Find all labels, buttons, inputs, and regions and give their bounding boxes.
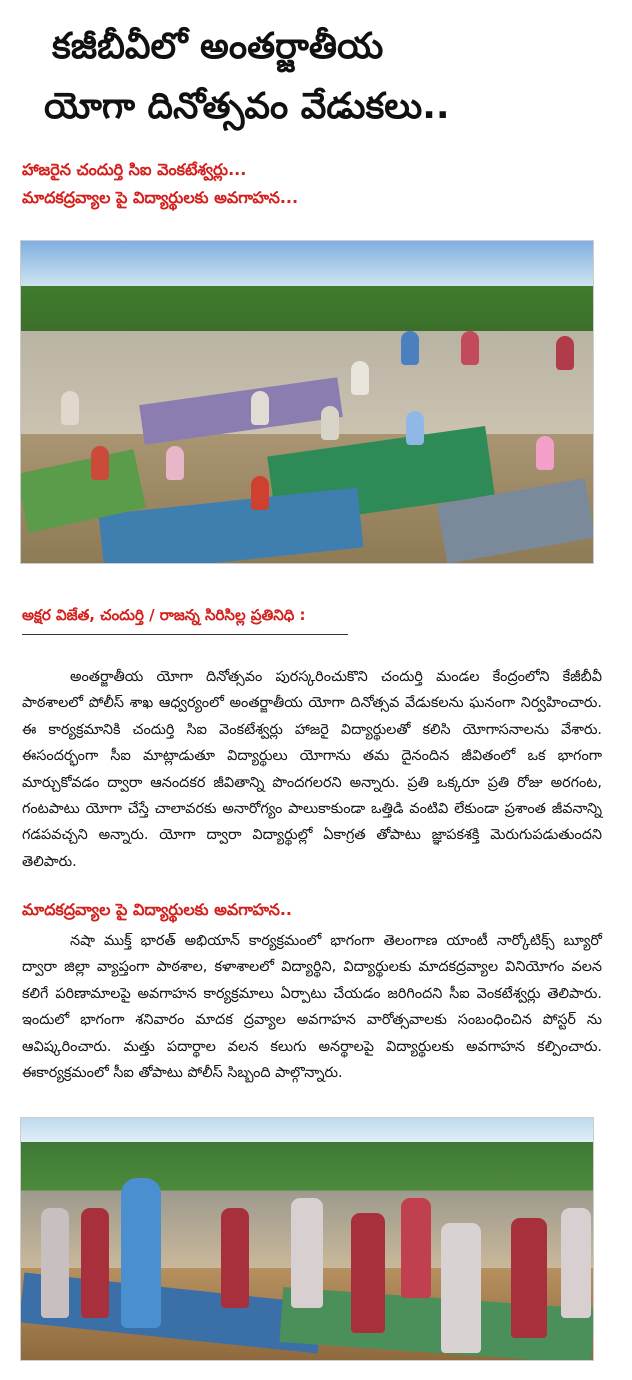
headline-line-2: యోగా దినోత్సవం వేడుకలు..	[44, 86, 450, 127]
subheading-ci-attended: హాజరైన చందుర్తి సిఐ వెంకటేశ్వర్లు...	[22, 160, 247, 179]
byline: అక్షర విజేత, చందుర్తి / రాజన్న సిరిసిల్ల ప్రతినిధి :	[22, 606, 306, 624]
yoga-photo-1	[20, 240, 594, 564]
subheading-drug-awareness: మాదకద్రవ్యాల పై విద్యార్థులకు అవగాహన...	[22, 188, 299, 207]
yoga-photo-2	[20, 1117, 594, 1361]
headline-line-1: కజీబీవీలో అంతర్జాతీయ	[52, 26, 384, 67]
article-paragraph-2: నషా ముక్త్ భారత్ అభియాన్ కార్యక్రమంలో భాగంగా తెలంగాణ యాంటీ నార్కోటిక్స్ బ్యూరో ద్వారా జిల్లా వ్యాప్తంగా పాఠశాల, కళాశాలలో విద్యార్థిని, విద్యార్థులకు మాదకద్రవ్యాల వినియోగం వలన కలిగే పరిణామాలపై అవగాహన కార్యక్రమాలు ఏర్పాటు చేయడం జరిగిందని సీఐ వెంకటేశ్వర్లు తెలిపారు. ఇందులో భాగంగా శనివారం మాదక ద్రవ్యాల అవగాహన వారోత్సవాలకు సంబంధించిన పోస్టర్ ను ఆవిష్కరించారు. మత్తు పదార్థాల వలన కలుగు అనర్థాలపై విద్యార్థులకు అవగాహన కల్పించారు. ఈకార్యక్రమంలో సీఐ తోపాటు పోలీస్ సిబ్బంది పాల్గొన్నారు.	[22, 933, 602, 1082]
byline-underline	[22, 634, 348, 635]
article-paragraph-1: అంతర్జాతీయ యోగా దినోత్సవం పురస్కరించుకొని చందుర్తి మండల కేంద్రంలోని కేజీబీవీ పాఠశాలలో పోలీస్ శాఖ ఆధ్వర్యంలో అంతర్జాతీయ యోగా దినోత్సవ వేడుకలను ఘనంగా నిర్వహించారు. ఈ కార్యక్రమానికి చందుర్తి సిఐ వెంకటేశ్వర్లు హాజరై విద్యార్థులతో కలిసి యోగాసనాలను వేశారు. ఈసందర్భంగా సీఐ మాట్లాడుతూ విద్యార్థులు యోగాను తమ దైనందిన జీవితంలో ఒక భాగంగా మార్చుకోవడం ద్వారా ఆనందకర జీవితాన్ని పొందగలరని అన్నారు. ప్రతి ఒక్కరూ ప్రతి రోజు అరగంట, గంటపాటు యోగా చేస్తే చాలావరకు అనారోగ్యం పాలుకాకుండా ఒత్తిడి వంటివి లేకుండా ప్రశాంత జీవనాన్ని గడపవచ్చని అన్నారు. యోగా ద్వారా విద్యార్థుల్లో ఏకాగ్రత తోపాటు జ్ఞాపకశక్తి మెరుగుపడుతుందని తెలిపారు.	[22, 669, 602, 870]
section-heading-drug-awareness: మాదకద్రవ్యాల పై విద్యార్థులకు అవగాహన..	[22, 900, 292, 919]
